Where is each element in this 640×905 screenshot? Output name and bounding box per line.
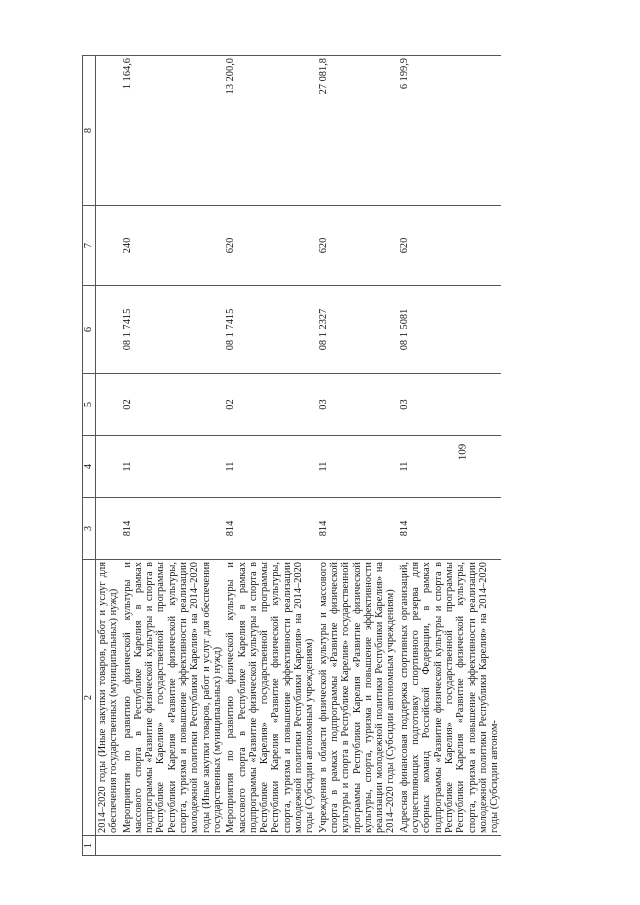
table-row — [121, 56, 225, 856]
amount: 13 200,0 — [224, 56, 316, 206]
rotated-page-content — [82, 56, 530, 856]
ministry-code: 814 — [398, 498, 502, 560]
target-article-code: 08 1 7415 — [121, 286, 225, 374]
expense-type-code: 620 — [398, 206, 502, 286]
subsection-code — [96, 374, 121, 436]
section-code — [96, 436, 121, 498]
expense-type-code — [96, 206, 121, 286]
budget-table — [82, 55, 501, 856]
row-description: Мероприятия по развитию физической культуры и массового спорта в Республике Карелия в рамках подпрограммы «Развитие физической культуры и спорта в Республике Карелия» государственной программы Республики Карелия «Развитие физической культуры, спорта, туризма и повышение эффективности реализации молодежной политики Республики Карелия» на 2014–2020 годы (Иные закупки товаров, работ и услуг для обеспечения государственных (муниципальных) нужд) — [121, 560, 225, 836]
ministry-code — [96, 498, 121, 560]
ministry-code: 814 — [121, 498, 225, 560]
amount: 27 081,8 — [317, 56, 398, 206]
table-row — [224, 56, 316, 856]
section-code: 11 — [317, 436, 398, 498]
row-number-cell — [121, 836, 225, 856]
table-row — [96, 56, 121, 856]
target-article-code: 08 1 7415 — [224, 286, 316, 374]
subsection-code: 03 — [398, 374, 502, 436]
row-number-cell — [96, 836, 121, 856]
subsection-code: 02 — [224, 374, 316, 436]
table-row — [398, 56, 502, 856]
expense-type-code: 620 — [224, 206, 316, 286]
page-number-text: 109 — [456, 443, 468, 461]
subsection-code: 03 — [317, 374, 398, 436]
row-number-cell — [317, 836, 398, 856]
section-code: 11 — [224, 436, 316, 498]
amount — [96, 56, 121, 206]
column-header: 6 — [83, 286, 96, 374]
ministry-code: 814 — [224, 498, 316, 560]
column-header: 2 — [83, 560, 96, 836]
expense-type-code: 240 — [121, 206, 225, 286]
section-code: 11 — [121, 436, 225, 498]
column-header: 8 — [83, 56, 96, 206]
row-description: Мероприятия по развитию физической культуры и массового спорта в Республике Карелия в рамках подпрограммы «Развитие физической культуры и спорта в Республике Карелия» государственной программы Республики Карелия «Развитие физической культуры, спорта, туризма и повышение эффективности реализации молодежной политики Республики Карелия» на 2014–2020 годы (Субсидии автономным учреждениям) — [224, 560, 316, 836]
table-row — [317, 56, 398, 856]
ministry-code: 814 — [317, 498, 398, 560]
column-header: 5 — [83, 374, 96, 436]
budget-table-container — [82, 56, 530, 856]
column-header: 3 — [83, 498, 96, 560]
row-description: Адресная финансовая поддержка спортивных организаций, осуществляющих подготовку спортивного резерва для сборных команд Российской Федерации, в рамках подпрограммы «Развитие физической культуры и спорта в Республике Карелия» государственной программы Республики Карелия «Развитие физической культуры, спорта, туризма и повышение эффективности реализации молодежной политики Республики Карелия» на 2014–2020 годы (Субсидии автоном- — [398, 560, 502, 836]
expense-type-code: 620 — [317, 206, 398, 286]
row-number-cell — [224, 836, 316, 856]
target-article-code — [96, 286, 121, 374]
target-article-code: 08 1 2327 — [317, 286, 398, 374]
row-number-cell — [398, 836, 502, 856]
amount: 1 164,6 — [121, 56, 225, 206]
row-description: 2014–2020 годы (Иные закупки товаров, работ и услуг для обеспечения государственных (муниципальных) нужд) — [96, 560, 121, 836]
section-code: 11 — [398, 436, 502, 498]
target-article-code: 08 1 5081 — [398, 286, 502, 374]
row-description: Учреждения в области физической культуры и массового спорта в рамках подпрограммы «Развитие физической культуры и спорта в Республике Карелия» государственной программы Республики Карелия «Развитие физической культуры, спорта, туризма и повышение эффективности реализации молодежной политики Республики Карелия» на 2014–2020 годы (Субсидии автономным учреждениям) — [317, 560, 398, 836]
column-header: 7 — [83, 206, 96, 286]
column-header: 1 — [83, 836, 96, 856]
amount: 6 199,9 — [398, 56, 502, 206]
column-number-row — [83, 56, 96, 856]
subsection-code: 02 — [121, 374, 225, 436]
column-header: 4 — [83, 436, 96, 498]
